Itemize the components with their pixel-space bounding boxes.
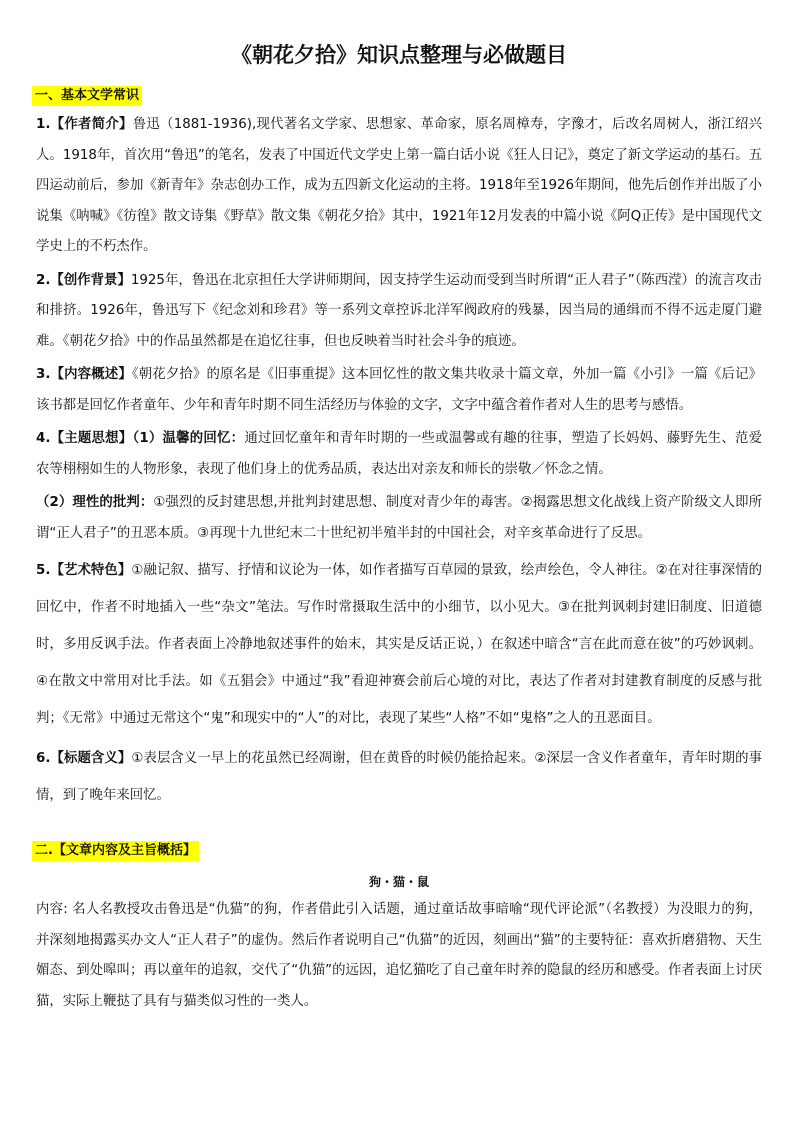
text-author-intro: 鲁迅（1881-1936),现代著名文学家、思想家、革命家，原名周樟寿，字豫才，后改名周树人，浙江绍兴人。1918年，首次用“鲁迅”的笔名，发表了中国近代文学史上第一篇白话小说《狂人日记》，奠定了新文学运动的基石。五四运动前后，参加《新青年》杂志创办工作，成为五四新文化运动的主将。1918年至1926年期间，他先后创作并出版了小说集《呐喊》《彷徨》散文诗集《野草》散文集《朝花夕拾》其中，1921年12月发表的中篇小说《阿Q正传》是中国现代文学史上的不朽杰作。 <box>36 117 763 254</box>
section-heading-1: 一、基本文学常识 <box>32 86 142 106</box>
lead-background: 2.【创作背景】 <box>36 272 131 288</box>
lead-title-meaning: 6.【标题含义】 <box>36 751 132 766</box>
paragraph-art-features <box>36 552 762 737</box>
text-art-features: ①融记叙、描写、抒情和议论为一体，如作者描写百草园的景致，绘声绘色，令人神往。②在对往事深情的回忆中，作者不时地插入一些“杂文”笔法。写作时常摄取生活中的小细节，以小见大。③在批判讽刺封建旧制度、旧道德时，多用反讽手法。作者表面上冷静地叙述事件的始末，其实是反话正说，）在叙述中暗含“言在此而意在彼”的巧妙讽刺。④在散文中常用对比手法。如《五猖会》中通过“我”看迎神赛会前后心境的对比，表达了作者对封建教育制度的反感与批判；《无常》中通过无常这个“鬼”和现实中的“人”的对比，表现了某些“人格”不如“鬼格”之人的丑恶面目。 <box>36 563 762 726</box>
paragraph-theme-1 <box>36 424 762 485</box>
section-heading-2: 二.【文章内容及主旨概括】 <box>32 841 199 861</box>
lead-art-features: 5.【艺术特色】 <box>36 563 132 578</box>
paragraph-background <box>36 266 762 358</box>
text-theme-2: ①强烈的反封建思想,并批判封建思想、制度对青少年的毒害。②揭露思想文化战线上资产阶级文人即所谓“正人君子”的丑恶本质。③再现十九世纪末二十世纪初半殖半封的中国社会，对辛亥革命进行了反思。 <box>36 495 762 541</box>
paragraph-article-content: 内容: 名人名教授攻击鲁迅是“仇猫”的狗，作者借此引入话题，通过童话故事暗喻“现代评论派”（名教授）为没眼力的狗，并深刻地揭露买办文人“正人君子”的虚伪。然后作者说明自己“仇猫”的近因，刻画出“猫”的主要特征：喜欢折磨猎物、天生媚态、到处嗥叫；再以童年的追叙，交代了“仇猫”的远因，追忆猫吃了自己童年时养的隐鼠的经历和感受。作者表面上讨厌猫，实际上鞭挞了具有与猫类似习性的一类人。 <box>36 902 762 1009</box>
text-summary: 《朝花夕拾》的原名是《旧事重提》这本回忆性的散文集共收录十篇文章，外加一篇《小引》一篇《后记》该书都是回忆作者童年、少年和青年时期不同生活经历与体验的文字，文字中蕴含着作者对人生的思考与感悟。 <box>36 367 763 413</box>
lead-summary: 3.【内容概述】 <box>36 367 132 382</box>
lead-author-intro: 1.【作者简介】 <box>36 117 133 132</box>
lead-theme-1: 4.【主题思想】（1）温馨的回忆： <box>36 431 245 446</box>
paragraph-author-intro <box>36 110 762 263</box>
page-title: 《朝花夕拾》知识点整理与必做题目 <box>231 43 567 67</box>
paragraph-theme-2 <box>36 488 762 549</box>
section-gap <box>36 817 762 839</box>
text-title-meaning: ①表层含义一早上的花虽然已经凋谢，但在黄昏的时候仍能拾起来。②深层一含义作者童年，青年时期的事情，到了晚年来回忆。 <box>36 751 762 803</box>
paragraph-summary <box>36 360 762 421</box>
section-basic-literature <box>36 84 762 814</box>
article-subtitle: 狗・猫・鼠 <box>368 875 429 889</box>
document-page <box>36 40 762 1020</box>
text-theme-1: 通过回忆童年和青年时期的一些或温馨或有趣的往事，塑造了长妈妈、藤野先生、范爱农等栩栩如生的人物形象，表现了他们身上的优秀品质，表达出对亲友和师长的崇敬／怀念之情。 <box>36 431 762 477</box>
lead-theme-2: （2）理性的批判： <box>36 495 154 510</box>
paragraph-title-meaning <box>36 740 762 814</box>
section-content-summary <box>36 839 762 1017</box>
text-background: 1925年，鲁迅在北京担任大学讲师期间，因支持学生运动而受到当时所谓“正人君子”（陈西滢）的流言攻击和排挤。1926年，鲁迅写下《纪念刘和珍君》等一系列文章控诉北洋军阀政府的残暴，因当局的通缉而不得不远走厦门避难。《朝花夕拾》中的作品虽然都是在追忆往事，但也反映着当时社会斗争的痕迹。 <box>36 272 763 349</box>
